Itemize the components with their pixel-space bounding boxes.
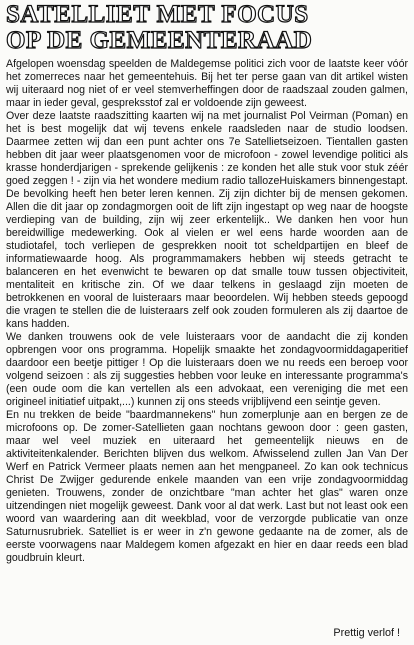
article-body	[6, 58, 408, 565]
article-paragraph-4: En nu trekken de beide "baardmannekens" hun zomerplunje aan en bergen ze de microfoons op. De zomer-Satellieten gaan nochtans gewoon door : geen gasten, maar wel veel muziek en uiteraard het gemeentelijk nieuws en de aktiviteitenkalender. Berichten blijven dus welkom. Afwisselend zullen Jan Van Der Werf en Patrick Vermeer plaats nemen aan het mengpaneel. Zo kan ook technicus Christ De Zwijger gedurende enkele maanden van een vrije zondagvoormiddag genieten. Trouwens, zonder de onzichtbare "man achter het glas" waren onze uitzendingen niet mogelijk geweest. Dank voor al dat werk. Last but not least ook een woord van waardering aan dit weekblad, voor de verzorgde publicatie van onze Saturnusrubriek. Satelliet is er weer in z'n gewone gedaante na de zomer, als de eerste voorwagens naar Maldegem komen afgezakt en hier en daar reeds een blad goudbruin kleurt.	[6, 409, 408, 564]
article-title-line-1: SATELLIET MET FOCUS	[6, 1, 309, 28]
article-paragraph-2: Over deze laatste raadszitting kaarten wij na met journalist Pol Veirman (Poman) en het is best mogelijk dat wij tevens enkele raadsleden naar de studio loodsen. Daarmee zetten wij dan een punt achter ons 7e Satellietseizoen. Tientallen gasten hebben dit jaar weer plaatsgenomen voor de microfoon - zowel levendige politici als krasse honderdjarigen - sprekende gelijkenis : ze konden het alle stuk voor stuk zéér goed zeggen ! - zijn via het wondere medium radio tallozeHuiskamers binnengestapt. De bevolking heeft hen beter leren kennen. Zij zijn dichter bij de mensen gekomen. Allen die dit jaar op zondagmorgen ooit de lift zijn ingestapt op weg naar de hoogste verdieping van de building, zijn wij zeer erkentelijk.. We danken hen voor hun bereidwillige medewerking. Ook al vielen er wel eens harde woorden aan de studiotafel, toch verliepen de gesprekken nooit tot scheldpartijen en bleef de informatiewaarde hoog. Als programmamakers hebben wij steeds getracht te balanceren en het evenwicht te bewaren op dat smalle touw tussen objectiviteit, mentaliteit en kritische zin. Of we daar telkens in geslaagd zijn moeten de betrokkenen en vooral de luisteraars maar beoordelen. Wij hebben steeds gepoogd die vragen te stellen die de luisteraars zelf ook zouden formuleren als zij daartoe de kans hadden.	[6, 110, 408, 330]
article-paragraph-1: Afgelopen woensdag speelden de Maldegemse politici zich voor de laatste keer vóór het zomerreces naar het gemeentehuis. Bij het ter perse gaan van dit artikel wisten wij uiteraard nog niet of er veel stemverheffingen door de raadszaal zouden galmen, maar in ieder geval, gespreksstof zal er voldoende zijn geweest.	[6, 58, 408, 109]
article-signoff: Prettig verlof !	[333, 627, 400, 639]
article-paragraph-3: We danken trouwens ook de vele luisteraars voor de aandacht die zij konden opbrengen voor ons programma. Hopelijk smaakte het zondagvoormiddagaperitief daardoor een beetje pittiger ! Op die luisteraars doen we nu reeds een beroep voor volgend seizoen : als zij suggesties hebben voor leuke en interessante programma's (een oude oom die kan vertellen als een advokaat, een vereniging die met een origineel initiatief uitpakt,...) kunnen zij ons steeds vrijblijvend een seintje geven.	[6, 331, 408, 408]
article-title	[6, 2, 406, 54]
article-title-line-2: OP DE GEMEENTERAAD	[6, 27, 313, 54]
